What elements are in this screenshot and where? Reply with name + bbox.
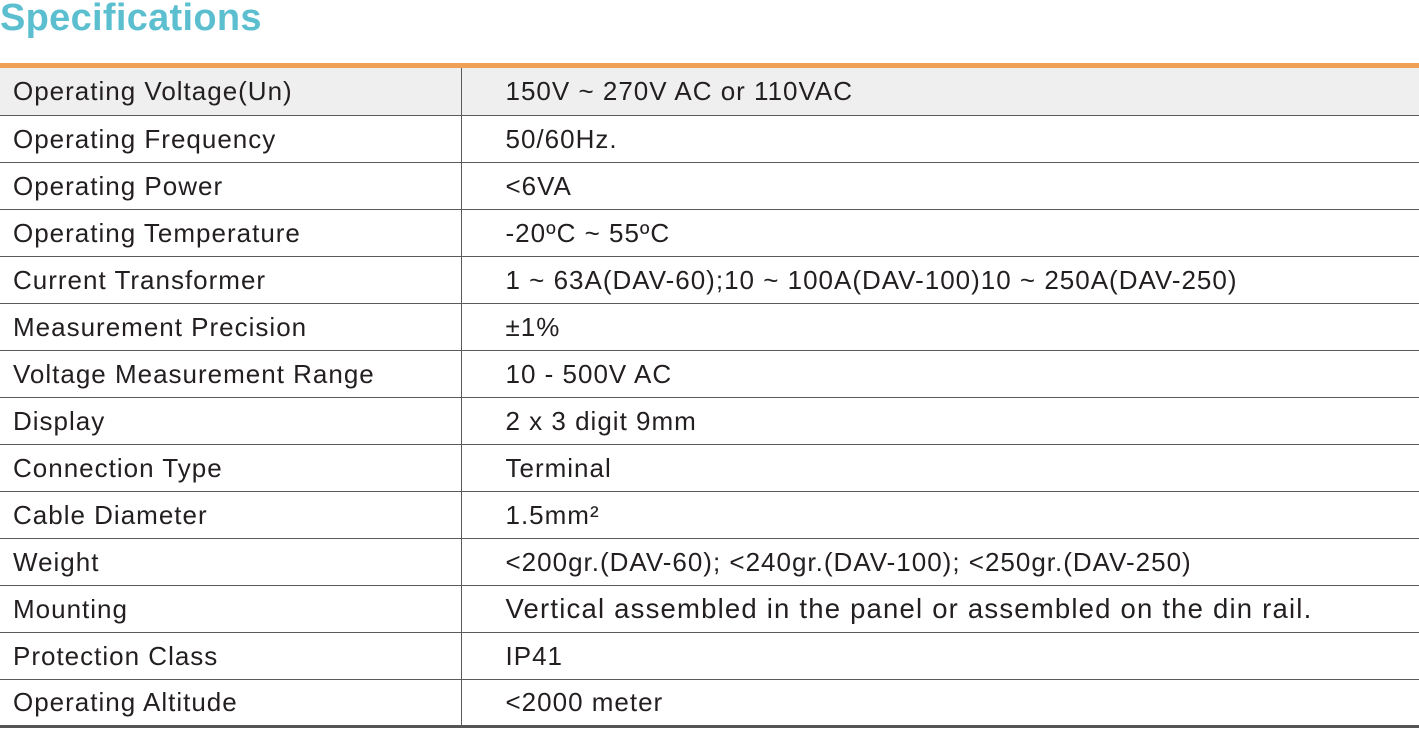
spec-row-mounting <box>0 585 1419 632</box>
spec-row-operating-altitude <box>0 679 1419 726</box>
spec-row-display <box>0 397 1419 444</box>
spec-value: ±1% <box>461 303 1419 350</box>
spec-value: 10 - 500V AC <box>461 350 1419 397</box>
spec-label: Operating Voltage(Un) <box>0 68 461 115</box>
spec-value: Terminal <box>461 444 1419 491</box>
spec-row-cable-diameter <box>0 491 1419 538</box>
spec-value: -20ºC ~ 55ºC <box>461 209 1419 256</box>
spec-label: Mounting <box>0 585 461 632</box>
spec-label: Operating Power <box>0 162 461 209</box>
page-title: Specifications <box>0 0 262 39</box>
spec-value: <2000 meter <box>461 679 1419 726</box>
spec-label: Operating Altitude <box>0 679 461 726</box>
spec-row-voltage-measurement-range <box>0 350 1419 397</box>
spec-label: Operating Frequency <box>0 115 461 162</box>
spec-row-operating-temperature <box>0 209 1419 256</box>
spec-label: Cable Diameter <box>0 491 461 538</box>
spec-label: Connection Type <box>0 444 461 491</box>
spec-value: <200gr.(DAV-60); <240gr.(DAV-100); <250gr.(DAV-250) <box>461 538 1419 585</box>
spec-value: Vertical assembled in the panel or assembled on the din rail. <box>461 585 1419 632</box>
spec-row-current-transformer <box>0 256 1419 303</box>
spec-row-operating-power <box>0 162 1419 209</box>
spec-value: 2 x 3 digit 9mm <box>461 397 1419 444</box>
spec-row-protection-class <box>0 632 1419 679</box>
spec-row-measurement-precision <box>0 303 1419 350</box>
spec-value: <6VA <box>461 162 1419 209</box>
spec-label: Weight <box>0 538 461 585</box>
spec-value: IP41 <box>461 632 1419 679</box>
spec-row-operating-frequency <box>0 115 1419 162</box>
spec-row-operating-voltage <box>0 68 1419 115</box>
spec-label: Current Transformer <box>0 256 461 303</box>
spec-value: 1 ~ 63A(DAV-60);10 ~ 100A(DAV-100)10 ~ 250A(DAV-250) <box>461 256 1419 303</box>
specifications-table <box>0 68 1419 728</box>
spec-row-weight <box>0 538 1419 585</box>
spec-value: 50/60Hz. <box>461 115 1419 162</box>
spec-row-connection-type <box>0 444 1419 491</box>
spec-label: Measurement Precision <box>0 303 461 350</box>
spec-label: Display <box>0 397 461 444</box>
spec-label: Operating Temperature <box>0 209 461 256</box>
spec-label: Protection Class <box>0 632 461 679</box>
spec-value: 1.5mm² <box>461 491 1419 538</box>
spec-value: 150V ~ 270V AC or 110VAC <box>461 68 1419 115</box>
spec-label: Voltage Measurement Range <box>0 350 461 397</box>
